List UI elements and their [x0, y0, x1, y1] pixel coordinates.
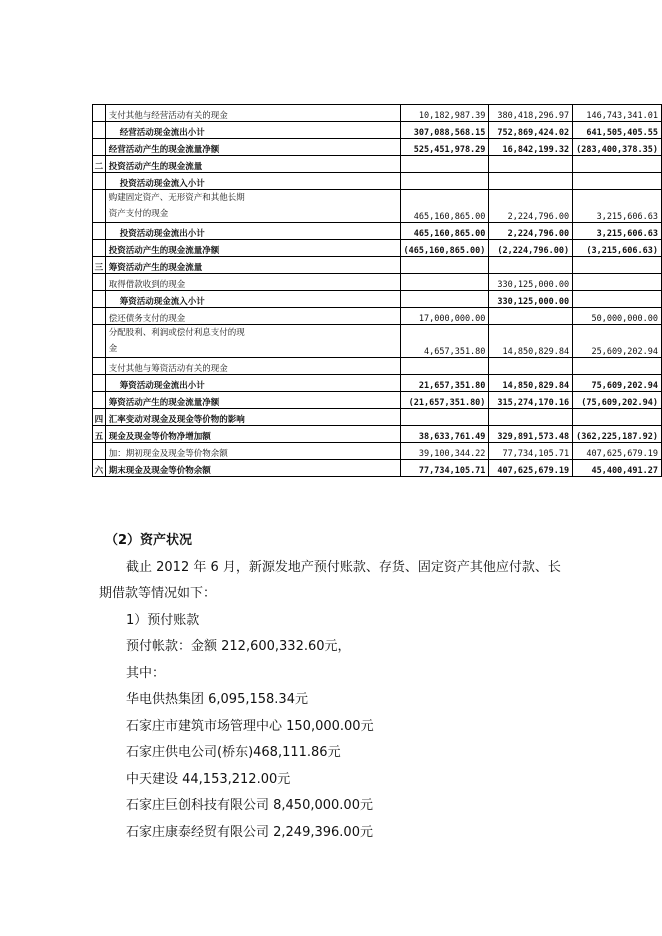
row-item-label — [105, 190, 400, 223]
row-item-label: 支付其他与经营活动有关的现金 — [105, 105, 400, 122]
section-heading: （2）资产状况 — [105, 533, 193, 548]
value-cell-col1 — [400, 291, 489, 308]
table-row — [93, 173, 662, 190]
value-cell-col1: 38,633,761.49 — [400, 426, 489, 443]
row-index: 五 — [93, 426, 106, 443]
table-row — [93, 156, 662, 173]
list-item: 石家庄市建筑市场管理中心 150,000.00元 — [126, 718, 374, 734]
value-cell-col1: 465,160,865.00 — [400, 190, 489, 223]
list-item: 石家庄康泰经贸有限公司 2,249,396.00元 — [126, 824, 373, 840]
row-item-label-line2: 金 — [108, 344, 118, 354]
value-cell-col1: 39,100,344.22 — [400, 443, 489, 460]
row-item-label: 筹资活动现金流入小计 — [105, 291, 400, 308]
table-row — [93, 443, 662, 460]
value-cell-col3: 3,215,606.63 — [573, 190, 662, 223]
value-cell-col1 — [400, 274, 489, 291]
value-cell-col2: 315,274,170.16 — [489, 392, 573, 409]
row-index: 二 — [93, 156, 106, 173]
value-cell-col2: (2,224,796.00) — [489, 240, 573, 257]
value-cell-col3: 25,609,202.94 — [573, 325, 662, 358]
row-index — [93, 325, 106, 358]
value-cell-col1: 465,160,865.00 — [400, 223, 489, 240]
value-cell-col2 — [489, 173, 573, 190]
value-cell-col2 — [489, 409, 573, 426]
cash-flow-table — [92, 104, 662, 477]
list-item: 石家庄巨创科技有限公司 8,450,000.00元 — [126, 798, 373, 813]
list-item: 石家庄供电公司(桥东)468,111.86元 — [126, 745, 341, 760]
table-row — [93, 139, 662, 156]
row-index: 六 — [93, 460, 106, 477]
table-row — [93, 223, 662, 240]
intro-paragraph-line2: 期借款等情况如下： — [99, 586, 217, 601]
value-cell-col3: (75,609,202.94) — [573, 392, 662, 409]
value-cell-col2: 380,418,296.97 — [489, 105, 573, 122]
row-item-label-line2: 资产支付的现金 — [108, 209, 169, 219]
row-index — [93, 240, 106, 257]
value-cell-col2: 14,850,829.84 — [489, 325, 573, 358]
row-item-label: 筹资活动现金流出小计 — [105, 375, 400, 392]
sub-heading: 1）预付账款 — [126, 612, 200, 628]
value-cell-col3: 50,000,000.00 — [573, 308, 662, 325]
table-row — [93, 105, 662, 122]
value-cell-col2: 752,869,424.02 — [489, 122, 573, 139]
value-cell-col3 — [573, 274, 662, 291]
value-cell-col3: 75,609,202.94 — [573, 375, 662, 392]
value-cell-col3: 45,400,491.27 — [573, 460, 662, 477]
value-cell-col2: 330,125,000.00 — [489, 274, 573, 291]
row-item-label: 经营活动产生的现金流量净额 — [105, 139, 400, 156]
value-cell-col3: (362,225,187.92) — [573, 426, 662, 443]
value-cell-col2: 2,224,796.00 — [489, 223, 573, 240]
value-cell-col3: (283,400,378.35) — [573, 139, 662, 156]
value-cell-col1: (465,160,865.00) — [400, 240, 489, 257]
value-cell-col1 — [400, 358, 489, 375]
value-cell-col3 — [573, 409, 662, 426]
row-item-label-line1: 购建固定资产、无形资产和其他长期 — [108, 193, 245, 203]
value-cell-col1: 4,657,351.80 — [400, 325, 489, 358]
row-item-label: 投资活动现金流出小计 — [105, 223, 400, 240]
value-cell-col3 — [573, 257, 662, 274]
list-item: 中天建设 44,153,212.00元 — [126, 771, 291, 787]
asset-status-section — [99, 528, 569, 846]
value-cell-col3: 641,505,405.55 — [573, 122, 662, 139]
value-cell-col2: 2,224,796.00 — [489, 190, 573, 223]
value-cell-col3 — [573, 156, 662, 173]
table-row — [93, 426, 662, 443]
row-index — [93, 105, 106, 122]
cash-flow-table-body — [93, 105, 662, 477]
list-item: 华电供热集团 6,095,158.34元 — [126, 692, 308, 707]
value-cell-col2 — [489, 257, 573, 274]
table-row — [93, 190, 662, 223]
table-row — [93, 308, 662, 325]
row-index — [93, 122, 106, 139]
table-row — [93, 392, 662, 409]
value-cell-col3: 407,625,679.19 — [573, 443, 662, 460]
row-index — [93, 392, 106, 409]
row-item-label: 筹资活动产生的现金流量净额 — [105, 392, 400, 409]
value-cell-col2: 329,891,573.48 — [489, 426, 573, 443]
row-item-label: 筹资活动产生的现金流量 — [105, 257, 400, 274]
row-index — [93, 139, 106, 156]
row-item-label: 取得借款收到的现金 — [105, 274, 400, 291]
row-index — [93, 375, 106, 392]
table-row — [93, 460, 662, 477]
value-cell-col3: 146,743,341.01 — [573, 105, 662, 122]
row-item-label — [105, 325, 400, 358]
value-cell-col2: 16,842,199.32 — [489, 139, 573, 156]
row-item-label: 期末现金及现金等价物余额 — [105, 460, 400, 477]
row-item-label: 汇率变动对现金及现金等价物的影响 — [105, 409, 400, 426]
among-label: 其中： — [126, 665, 166, 681]
prepaid-total: 预付帐款：金额 212,600,332.60元， — [126, 639, 351, 654]
value-cell-col2 — [489, 308, 573, 325]
row-item-label: 投资活动产生的现金流量净额 — [105, 240, 400, 257]
value-cell-col2: 14,850,829.84 — [489, 375, 573, 392]
table-row — [93, 409, 662, 426]
row-item-label: 偿还债务支付的现金 — [105, 308, 400, 325]
row-index — [93, 173, 106, 190]
table-row — [93, 325, 662, 358]
table-row — [93, 122, 662, 139]
row-index — [93, 443, 106, 460]
value-cell-col3: 3,215,606.63 — [573, 223, 662, 240]
value-cell-col1: 10,182,987.39 — [400, 105, 489, 122]
table-row — [93, 257, 662, 274]
row-index — [93, 274, 106, 291]
value-cell-col1: (21,657,351.80) — [400, 392, 489, 409]
table-row — [93, 358, 662, 375]
value-cell-col2: 407,625,679.19 — [489, 460, 573, 477]
value-cell-col1 — [400, 257, 489, 274]
row-item-label: 加：期初现金及现金等价物余额 — [105, 443, 400, 460]
value-cell-col1: 307,088,568.15 — [400, 122, 489, 139]
value-cell-col1 — [400, 156, 489, 173]
row-item-label: 投资活动现金流入小计 — [105, 173, 400, 190]
row-index — [93, 291, 106, 308]
value-cell-col2: 330,125,000.00 — [489, 291, 573, 308]
row-item-label: 支付其他与筹资活动有关的现金 — [105, 358, 400, 375]
row-item-label: 投资活动产生的现金流量 — [105, 156, 400, 173]
value-cell-col2 — [489, 156, 573, 173]
value-cell-col1: 525,451,978.29 — [400, 139, 489, 156]
table-row — [93, 291, 662, 308]
value-cell-col1: 21,657,351.80 — [400, 375, 489, 392]
row-index — [93, 358, 106, 375]
table-row — [93, 240, 662, 257]
table-row — [93, 274, 662, 291]
value-cell-col3 — [573, 173, 662, 190]
intro-paragraph-line1: 截止 2012 年 6 月，新源发地产预付账款、存货、固定资产其他应付款、长 — [126, 559, 561, 575]
value-cell-col1: 17,000,000.00 — [400, 308, 489, 325]
value-cell-col3 — [573, 291, 662, 308]
row-index: 三 — [93, 257, 106, 274]
row-index — [93, 190, 106, 223]
row-item-label: 现金及现金等价物净增加额 — [105, 426, 400, 443]
value-cell-col1 — [400, 173, 489, 190]
table-row — [93, 375, 662, 392]
value-cell-col3: (3,215,606.63) — [573, 240, 662, 257]
row-index — [93, 308, 106, 325]
value-cell-col1: 77,734,105.71 — [400, 460, 489, 477]
row-index — [93, 223, 106, 240]
value-cell-col2 — [489, 358, 573, 375]
row-item-label: 经营活动现金流出小计 — [105, 122, 400, 139]
row-item-label-line1: 分配股利、利润或偿付利息支付的现 — [108, 328, 245, 338]
value-cell-col2: 77,734,105.71 — [489, 443, 573, 460]
value-cell-col1 — [400, 409, 489, 426]
value-cell-col3 — [573, 358, 662, 375]
row-index: 四 — [93, 409, 106, 426]
